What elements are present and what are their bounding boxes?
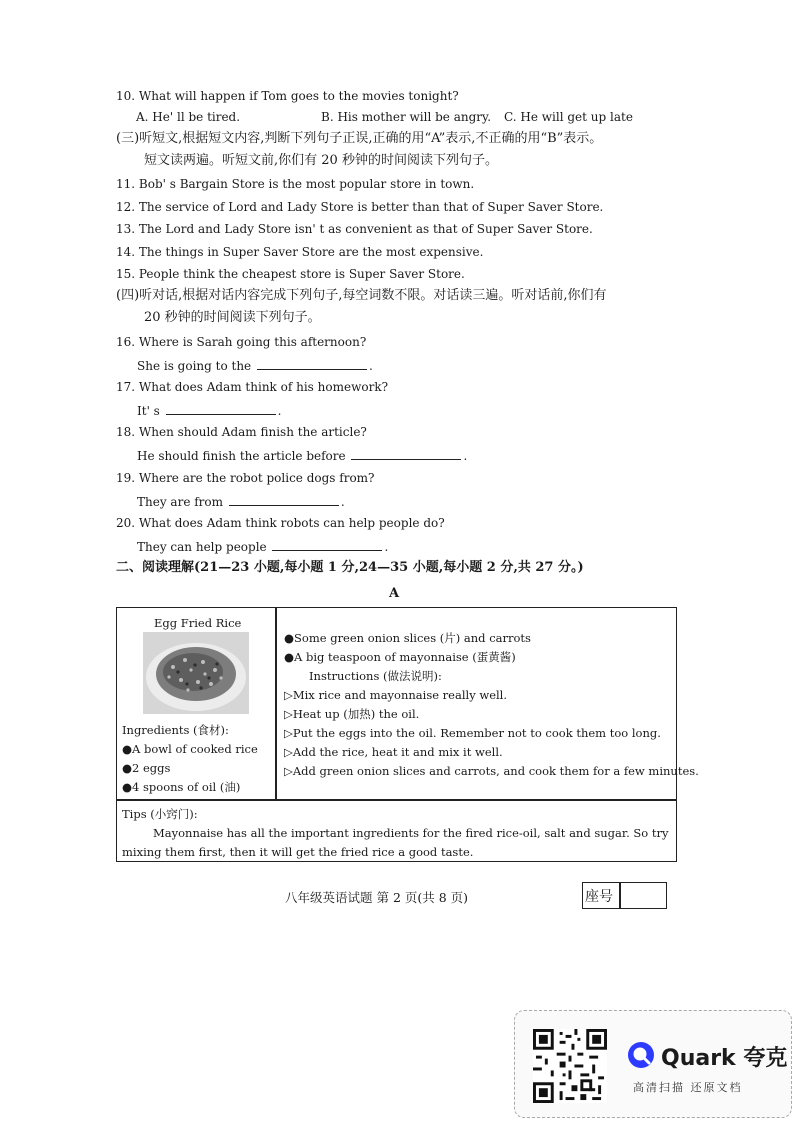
passage-label: A (389, 586, 400, 601)
instruction-step: ▷Heat up (加热) the oil. (284, 707, 420, 721)
fill-answer-19 (137, 493, 345, 510)
tips-text-line2: mixing them first, then it will get the fried rice a good taste. (122, 845, 474, 859)
fill-question-20: 20. What does Adam think robots can help people do? (116, 516, 445, 530)
instructions-label: Instructions (做法说明): (309, 669, 442, 683)
answer-blank-20[interactable] (272, 538, 382, 551)
answer-prefix: It' s (137, 404, 160, 418)
ingredient-item: ●A big teaspoon of mayonnaise (蛋黄酱) (284, 650, 516, 664)
ingredient-item: ●2 eggs (122, 761, 171, 775)
ingredient-item: ●Some green onion slices (片) and carrots (284, 631, 531, 645)
tf-item-14: 14. The things in Super Saver Store are the most expensive. (116, 245, 484, 259)
answer-blank-18[interactable] (351, 447, 461, 460)
ingredient-item: ●4 spoons of oil (油) (122, 780, 241, 794)
instruction-step: ▷Add green onion slices and carrots, and cook them for a few minutes. (284, 764, 699, 778)
ingredients-label: Ingredients (食材): (122, 723, 229, 737)
answer-end: . (369, 359, 373, 373)
answer-end: . (340, 495, 345, 509)
part2-heading: 二、阅读理解(21—23 小题,每小题 1 分,24—35 小题,每小题 2 分,共 27 分。) (116, 560, 584, 575)
seat-divider (619, 883, 621, 908)
question-10: 10. What will happen if Tom goes to the movies tonight? (116, 89, 459, 103)
fill-question-17: 17. What does Adam think of his homework? (116, 380, 389, 394)
fried-rice-photo (143, 632, 249, 714)
ingredient-item: ●A bowl of cooked rice (122, 742, 258, 756)
answer-blank-16[interactable] (257, 357, 367, 370)
answer-blank-19[interactable] (229, 493, 339, 506)
fill-answer-20 (137, 538, 388, 555)
tips-label: Tips (小窍门): (122, 807, 198, 821)
q10-option-a: A. He' ll be tired. (136, 110, 241, 124)
section3-instruction-line2: 短文读两遍。听短文前,你们有 20 秒钟的时间阅读下列句子。 (144, 153, 498, 168)
answer-prefix: They are from (137, 495, 224, 509)
answer-end: . (384, 540, 389, 554)
tf-item-12: 12. The service of Lord and Lady Store is better than that of Super Saver Store. (116, 200, 604, 214)
answer-prefix: He should finish the article before (137, 449, 346, 463)
answer-end: . (277, 404, 282, 418)
answer-prefix: They can help people (137, 540, 267, 554)
section3-instruction-line1: (三)听短文,根据短文内容,判断下列句子正误,正确的用“A”表示,不正确的用“B”表示。 (116, 131, 603, 146)
tf-item-13: 13. The Lord and Lady Store isn' t as convenient as that of Super Saver Store. (116, 222, 593, 236)
tips-text-line1: Mayonnaise has all the important ingredients for the fired rice-oil, salt and sugar. So try (153, 826, 669, 840)
tf-item-15: 15. People think the cheapest store is Super Saver Store. (116, 267, 465, 281)
recipe-table (116, 607, 699, 862)
instruction-step: ▷Add the rice, heat it and mix it well. (284, 745, 503, 759)
fill-question-19: 19. Where are the robot police dogs from? (116, 471, 375, 485)
page-footer: 八年级英语试题 第 2 页(共 8 页) (285, 890, 469, 905)
recipe-title: Egg Fried Rice (154, 616, 242, 630)
instruction-step: ▷Mix rice and mayonnaise really well. (284, 688, 508, 702)
fill-question-18: 18. When should Adam finish the article? (116, 425, 367, 439)
section4-instruction-line1: (四)听对话,根据对话内容完成下列句子,每空词数不限。对话读三遍。听对话前,你们有 (116, 288, 607, 303)
q10-option-b: B. His mother will be angry. (321, 110, 492, 124)
instruction-step: ▷Put the eggs into the oil. Remember not to cook them too long. (284, 726, 661, 740)
fill-answer-17 (137, 402, 282, 419)
quark-slogan: 高清扫描 还原文档 (633, 1081, 743, 1094)
table-divider-vertical (275, 608, 277, 799)
fill-answer-16 (137, 357, 373, 374)
seat-number-box (582, 882, 667, 909)
answer-end: . (463, 449, 468, 463)
fill-answer-18 (137, 447, 467, 464)
answer-blank-17[interactable] (166, 402, 276, 415)
quark-brand-name: Quark 夸克 (661, 1046, 788, 1071)
section4-instruction-line2: 20 秒钟的时间阅读下列句子。 (144, 310, 321, 325)
fill-question-16: 16. Where is Sarah going this afternoon? (116, 335, 367, 349)
answer-prefix: She is going to the (137, 359, 252, 373)
q10-option-c: C. He will get up late (504, 110, 633, 124)
table-divider-horizontal (117, 799, 676, 801)
tf-item-11: 11. Bob' s Bargain Store is the most popular store in town. (116, 177, 475, 191)
quark-logo-icon (627, 1041, 655, 1069)
qr-code-icon (533, 1029, 607, 1103)
seat-number-label: 座号 (585, 889, 613, 905)
quark-scan-badge (514, 1010, 792, 1118)
